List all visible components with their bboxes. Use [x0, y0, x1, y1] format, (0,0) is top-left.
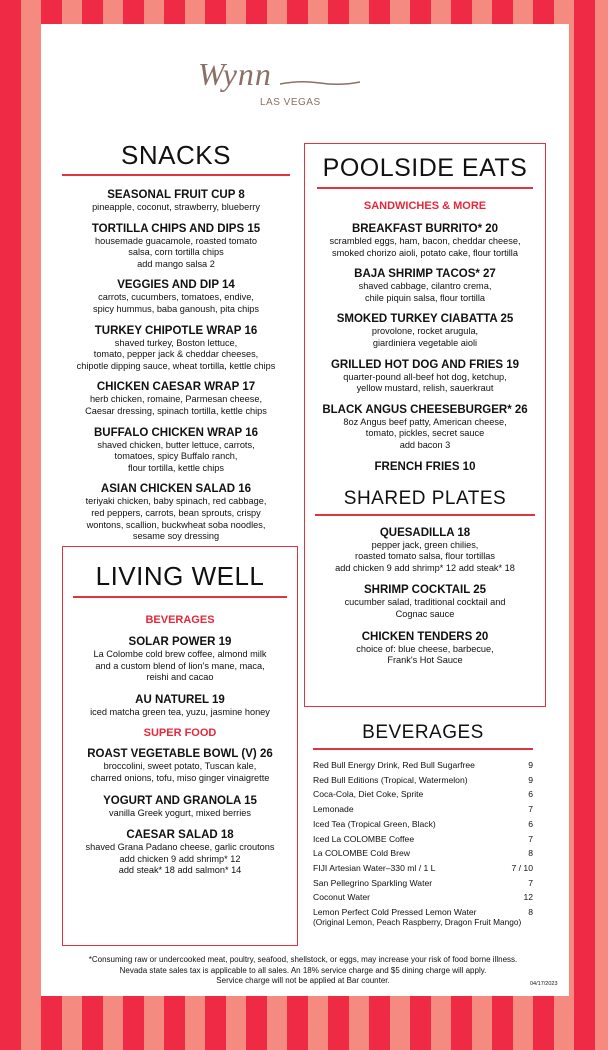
menu-item-name: CAESAR SALAD 18 [126, 829, 234, 842]
menu-item-description: add steak* 18 add salmon* 14 [118, 865, 242, 876]
living-well-section [62, 546, 298, 946]
menu-item-name: TORTILLA CHIPS AND DIPS 15 [91, 222, 261, 235]
menu-item-description: red peppers, carrots, bean sprouts, crispy [91, 507, 261, 518]
menu-item-description: shaved Grana Padano cheese, garlic croutons [85, 842, 275, 853]
snacks-title: SNACKS [62, 140, 290, 176]
menu-item-description: cucumber salad, traditional cocktail and [344, 597, 506, 608]
menu-item-description: quarter-pound all-beef hot dog, ketchup, [343, 371, 507, 382]
footer-disclaimer [62, 955, 544, 987]
shared-plates-title: SHARED PLATES [315, 488, 535, 516]
beverage-row [313, 890, 533, 905]
beverage-price: 7 [528, 804, 533, 815]
menu-item-description: shaved cabbage, cilantro crema, [358, 281, 492, 292]
menu-item-description: add mango salsa 2 [137, 258, 215, 269]
beverage-row [313, 846, 533, 861]
shared-plates-list [305, 526, 545, 667]
footer-line-1: *Consuming raw or undercooked meat, poultry, seafood, shellstock, or eggs, may increase your risk of food borne illness. [88, 955, 518, 964]
menu-item [305, 460, 545, 474]
living-beverages-subhead: BEVERAGES [145, 614, 215, 626]
menu-item-name: BREAKFAST BURRITO* 20 [351, 223, 499, 235]
menu-item-description: housemade guacamole, roasted tomato [95, 235, 257, 246]
beverages-list [313, 758, 533, 920]
snacks-list [62, 188, 290, 543]
menu-item [62, 380, 290, 417]
beverage-row [313, 802, 533, 817]
menu-item-name: SEASONAL FRUIT CUP 8 [107, 189, 245, 201]
menu-item [305, 358, 545, 395]
menu-item-description: add chicken 9 add shrimp* 12 [119, 853, 241, 864]
menu-item-description: vanilla Greek yogurt, mixed berries [109, 807, 251, 818]
menu-item-name: BAJA SHRIMP TACOS* 27 [354, 268, 496, 281]
logo-location: LAS VEGAS [260, 97, 321, 108]
menu-item-name: BLACK ANGUS CHEESEBURGER* 26 [322, 403, 528, 416]
menu-item-description: choice of: blue cheese, barbecue, [356, 643, 494, 654]
menu-item [305, 267, 545, 304]
menu-item-description: teriyaki chicken, baby spinach, red cabbage, [85, 496, 267, 507]
menu-item-description: La Colombe cold brew coffee, almond milk [93, 649, 267, 659]
menu-item-description: roasted tomato salsa, flour tortillas [355, 551, 495, 562]
beverage-row [313, 758, 533, 773]
beverage-name: Iced La COLOMBE Coffee [313, 833, 415, 844]
menu-item [305, 222, 545, 259]
beverage-name: Iced Tea (Tropical Green, Black) [313, 818, 436, 829]
menu-item-name: QUESADILLA 18 [379, 526, 471, 539]
menu-item-description: chipotle dipping sauce, wheat tortilla, kettle chips [76, 360, 276, 371]
beverage-row [313, 817, 533, 832]
menu-item-name: BUFFALO CHICKEN WRAP 16 [94, 426, 258, 439]
super-food-list [63, 747, 297, 877]
living-well-title: LIVING WELL [73, 561, 287, 598]
menu-item-description: smoked chorizo aioli, potato cake, flour tortilla [332, 247, 518, 258]
beverage-name: Coconut Water [313, 892, 370, 903]
menu-item-description: broccolini, sweet potato, Tuscan kale, [103, 761, 257, 772]
menu-item-description: shaved turkey, Boston lettuce, [114, 337, 238, 348]
menu-item-description: wontons, scallion, buckwheat soba noodles, [86, 519, 266, 530]
beverage-price: 6 [528, 789, 533, 800]
living-beverages-list [63, 635, 297, 718]
menu-item [62, 426, 290, 475]
menu-item-description: provolone, rocket arugula, [371, 326, 479, 337]
menu-item [62, 188, 290, 214]
beverage-row [313, 861, 533, 876]
beverages-section [313, 722, 533, 927]
beverage-name: Coca-Cola, Diet Coke, Sprite [313, 789, 424, 800]
menu-item [63, 635, 297, 684]
poolside-title: POOLSIDE EATS [317, 154, 533, 189]
menu-item-description: pepper jack, green chilies, [371, 539, 479, 550]
lemon-flavors-note: (Original Lemon, Peach Raspberry, Dragon Fruit Mango) [313, 916, 522, 927]
menu-item-description: spicy hummus, baba ganoush, pita chips [93, 303, 259, 314]
beverage-price: 8 [528, 907, 533, 918]
menu-item [305, 526, 545, 575]
menu-item-description: herb chicken, romaine, Parmesan cheese, [89, 394, 263, 405]
poolside-list [305, 222, 545, 474]
footer-line-3: Service charge will not be applied at Bar counter. [216, 976, 390, 985]
wynn-logo [198, 56, 368, 126]
beverage-name: San Pellegrino Sparkling Water [313, 877, 433, 888]
menu-item [62, 482, 290, 542]
menu-item [62, 222, 290, 271]
menu-item-name: ROAST VEGETABLE BOWL (V) 26 [87, 748, 273, 761]
beverage-price: 9 [528, 774, 533, 785]
beverage-price: 8 [528, 848, 533, 859]
beverage-name: Red Bull Editions (Tropical, Watermelon) [313, 774, 468, 785]
menu-item [305, 630, 545, 667]
menu-item-description: scrambled eggs, ham, bacon, cheddar cheese, [329, 236, 521, 246]
beverage-price: 6 [528, 818, 533, 829]
beverage-name: Lemon Perfect Cold Pressed Lemon Water [313, 907, 477, 918]
beverage-row [313, 832, 533, 847]
menu-item-description: add bacon 3 [399, 439, 451, 450]
beverage-row [313, 876, 533, 891]
menu-item-description: iced matcha green tea, yuzu, jasmine honey [90, 706, 270, 717]
menu-item-name: SMOKED TURKEY CIABATTA 25 [336, 313, 514, 326]
menu-item-description: Caesar dressing, spinach tortilla, kettle chips [85, 405, 267, 416]
beverage-row [313, 787, 533, 802]
menu-item-description: shaved chicken, butter lettuce, carrots, [97, 439, 255, 450]
super-food-subhead: SUPER FOOD [143, 727, 217, 740]
footer-line-2: Nevada state sales tax is applicable to all sales. An 18% service charge and $5 dining charge will apply. [119, 965, 487, 975]
menu-date: 04/17/2023 [530, 981, 558, 987]
menu-item-description: tomato, pickles, secret sauce [365, 428, 485, 439]
menu-item-description: tomato, pepper jack & cheddar cheeses, [93, 349, 259, 360]
beverage-name: Lemonade [313, 804, 354, 815]
menu-item [63, 693, 297, 719]
beverage-price: 7 [528, 877, 533, 888]
snacks-section [62, 140, 290, 551]
menu-item-name: SHRIMP COCKTAIL 25 [363, 584, 487, 597]
menu-item-name: YOGURT AND GRANOLA 15 [103, 794, 257, 807]
beverage-name: FIJI Artesian Water–330 ml / 1 L [313, 862, 436, 873]
menu-item [63, 828, 297, 877]
menu-item-description: Cognac sauce [395, 608, 455, 619]
menu-item-description: tomatoes, spicy Buffalo ranch, [114, 451, 238, 462]
menu-item-description: charred onions, tofu, miso ginger vinaigrette [90, 772, 270, 783]
menu-item-description: Frank's Hot Sauce [387, 655, 463, 666]
beverage-row [313, 773, 533, 788]
beverages-title: BEVERAGES [313, 722, 533, 750]
menu-item-name: TURKEY CHIPOTLE WRAP 16 [94, 324, 258, 337]
menu-item-name: SOLAR POWER 19 [128, 636, 232, 648]
menu-item-description: giardiniera vegetable aioli [372, 337, 478, 348]
menu-item [63, 794, 297, 820]
menu-item-name: ASIAN CHICKEN SALAD 16 [100, 483, 252, 496]
menu-item-name: FRENCH FRIES 10 [374, 460, 476, 473]
menu-item-description: pineapple, coconut, strawberry, blueberry [92, 202, 260, 212]
beverage-name: La COLOMBE Cold Brew [313, 848, 410, 859]
menu-item-name: GRILLED HOT DOG AND FRIES 19 [330, 358, 520, 371]
menu-item-description: carrots, cucumbers, tomatoes, endive, [98, 292, 254, 303]
menu-item-description: and a custom blend of lion's mane, maca, [95, 660, 265, 671]
menu-item [62, 324, 290, 373]
menu-item-description: flour tortilla, kettle chips [128, 462, 224, 473]
menu-item-description: reishi and cacao [146, 672, 214, 683]
sandwiches-subhead: SANDWICHES & MORE [363, 200, 487, 212]
menu-item-name: VEGGIES AND DIP 14 [117, 279, 235, 292]
menu-item [62, 278, 290, 315]
menu-item [305, 312, 545, 349]
beverage-price: 9 [528, 760, 533, 770]
poolside-section [304, 143, 546, 707]
menu-item [305, 403, 545, 452]
menu-item-description: chile piquin salsa, flour tortilla [364, 292, 485, 303]
menu-item-name: CHICKEN TENDERS 20 [361, 630, 489, 643]
menu-item-description: sesame soy dressing [132, 531, 220, 542]
menu-item-name: AU NATUREL 19 [135, 693, 225, 706]
menu-item-description: salsa, corn tortilla chips [128, 247, 224, 258]
menu-item [305, 583, 545, 620]
logo-swash-icon [280, 78, 360, 88]
beverage-price: 7 [528, 833, 533, 844]
menu-item-name: CHICKEN CAESAR WRAP 17 [96, 381, 256, 394]
beverage-name: Red Bull Energy Drink, Red Bull Sugarfree [313, 760, 475, 770]
menu-item-description: 8oz Angus beef patty, American cheese, [343, 416, 507, 427]
menu-item-description: add chicken 9 add shrimp* 12 add steak* 18 [335, 562, 515, 573]
menu-item [63, 747, 297, 784]
logo-wordmark: Wynn [198, 56, 272, 92]
menu-item-description: yellow mustard, relish, sauerkraut [356, 383, 494, 394]
beverage-price: 7 / 10 [511, 862, 533, 873]
beverage-price: 12 [523, 892, 533, 903]
